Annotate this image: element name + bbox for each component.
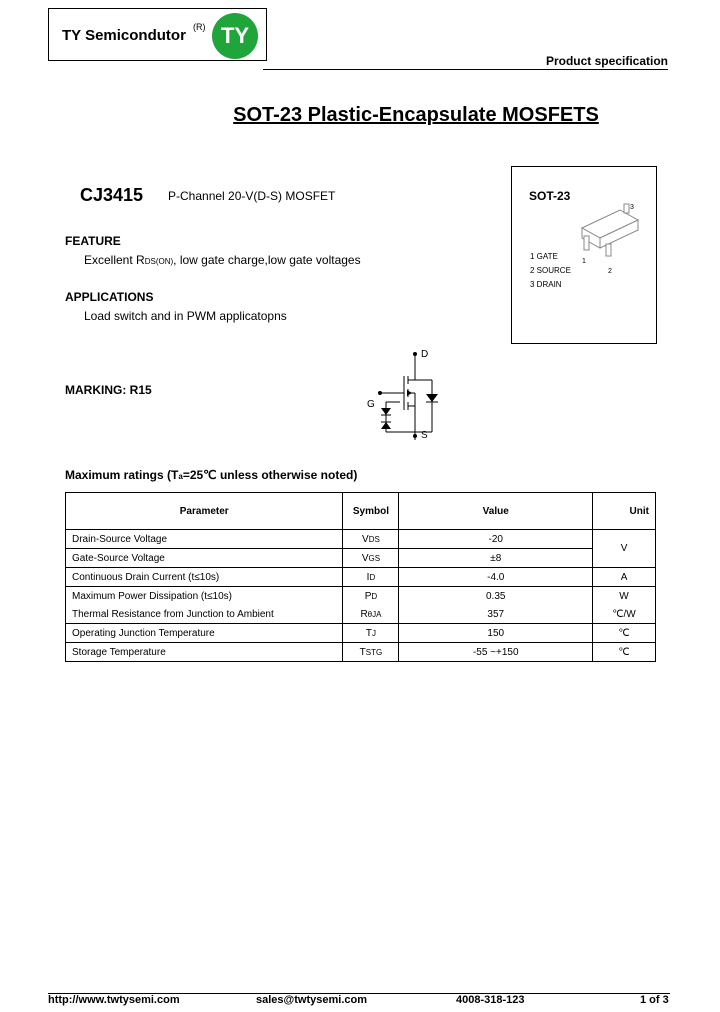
- pin-number-2: 2: [608, 268, 612, 275]
- feature-text: Excellent RDS(ON), low gate charge,low gate voltages: [84, 253, 361, 267]
- unit-cell: A: [593, 568, 656, 587]
- pin-number-3: 3: [630, 204, 634, 211]
- pin-label-source: 2 SOURCE: [530, 266, 571, 275]
- parameter-cell: Drain-Source Voltage: [66, 530, 343, 549]
- column-header: Unit: [593, 493, 656, 530]
- drain-label: D: [421, 349, 429, 360]
- part-description: P-Channel 20-V(D-S) MOSFET: [168, 189, 336, 203]
- company-logo: TY: [212, 13, 258, 59]
- value-cell: 150: [399, 624, 593, 643]
- value-cell: -55 ~+150: [399, 643, 593, 662]
- table-row: [66, 605, 656, 624]
- table-row: [66, 587, 656, 606]
- header-divider: [263, 69, 668, 70]
- unit-cell: W: [593, 587, 656, 606]
- parameter-cell: Operating Junction Temperature: [66, 624, 343, 643]
- table-row: [66, 530, 656, 549]
- column-header: Symbol: [343, 493, 399, 530]
- marking-label: MARKING: R15: [65, 383, 152, 397]
- page-number: 1 of 3: [640, 994, 669, 1006]
- table-row: [66, 568, 656, 587]
- registered-mark: (R): [193, 22, 206, 32]
- parameter-cell: Continuous Drain Current (t≤10s): [66, 568, 343, 587]
- pin-label-gate: 1 GATE: [530, 252, 558, 261]
- symbol-cell: ID: [343, 568, 399, 587]
- value-cell: 0.35: [399, 587, 593, 606]
- parameter-cell: Maximum Power Dissipation (t≤10s): [66, 587, 343, 606]
- value-cell: 357: [399, 605, 593, 624]
- pin-label-drain: 3 DRAIN: [530, 280, 562, 289]
- table-header-row: [66, 493, 656, 530]
- column-header: Parameter: [66, 493, 343, 530]
- part-number: CJ3415: [80, 185, 144, 205]
- table-row: [66, 643, 656, 662]
- max-ratings-heading: Maximum ratings (Ta=25℃ unless otherwise noted): [65, 468, 358, 482]
- feature-heading: FEATURE: [65, 234, 121, 248]
- parameter-cell: Gate-Source Voltage: [66, 549, 343, 568]
- table-row: [66, 549, 656, 568]
- company-name: TY Semicondutor: [62, 27, 186, 44]
- page-title: SOT-23 Plastic-Encapsulate MOSFETS: [233, 104, 599, 126]
- footer-email-link[interactable]: sales@twtysemi.com: [256, 994, 367, 1006]
- unit-cell: V: [593, 530, 656, 568]
- value-cell: ±8: [399, 549, 593, 568]
- footer-phone: 4008-318-123: [456, 994, 525, 1006]
- mosfet-symbol: [360, 344, 460, 444]
- unit-cell: ℃: [593, 624, 656, 643]
- symbol-cell: VDS: [343, 530, 399, 549]
- unit-cell: ℃/W: [593, 605, 656, 624]
- gate-label: G: [367, 399, 375, 410]
- package-name: SOT-23: [529, 189, 571, 203]
- pin-number-1: 1: [582, 258, 586, 265]
- applications-heading: APPLICATIONS: [65, 290, 154, 304]
- value-cell: -20: [399, 530, 593, 549]
- value-cell: -4.0: [399, 568, 593, 587]
- table-row: [66, 624, 656, 643]
- symbol-cell: RθJA: [343, 605, 399, 624]
- symbol-cell: PD: [343, 587, 399, 606]
- source-label: S: [421, 430, 428, 441]
- applications-text: Load switch and in PWM applicatopns: [84, 309, 287, 323]
- unit-cell: ℃: [593, 643, 656, 662]
- symbol-cell: VGS: [343, 549, 399, 568]
- symbol-cell: TJ: [343, 624, 399, 643]
- footer-website-link[interactable]: http://www.twtysemi.com: [48, 994, 180, 1006]
- symbol-cell: TSTG: [343, 643, 399, 662]
- parameter-cell: Thermal Resistance from Junction to Ambient: [66, 605, 343, 624]
- column-header: Value: [399, 493, 593, 530]
- parameter-cell: Storage Temperature: [66, 643, 343, 662]
- doc-type-label: Product specification: [545, 54, 668, 68]
- ratings-table: [65, 492, 656, 662]
